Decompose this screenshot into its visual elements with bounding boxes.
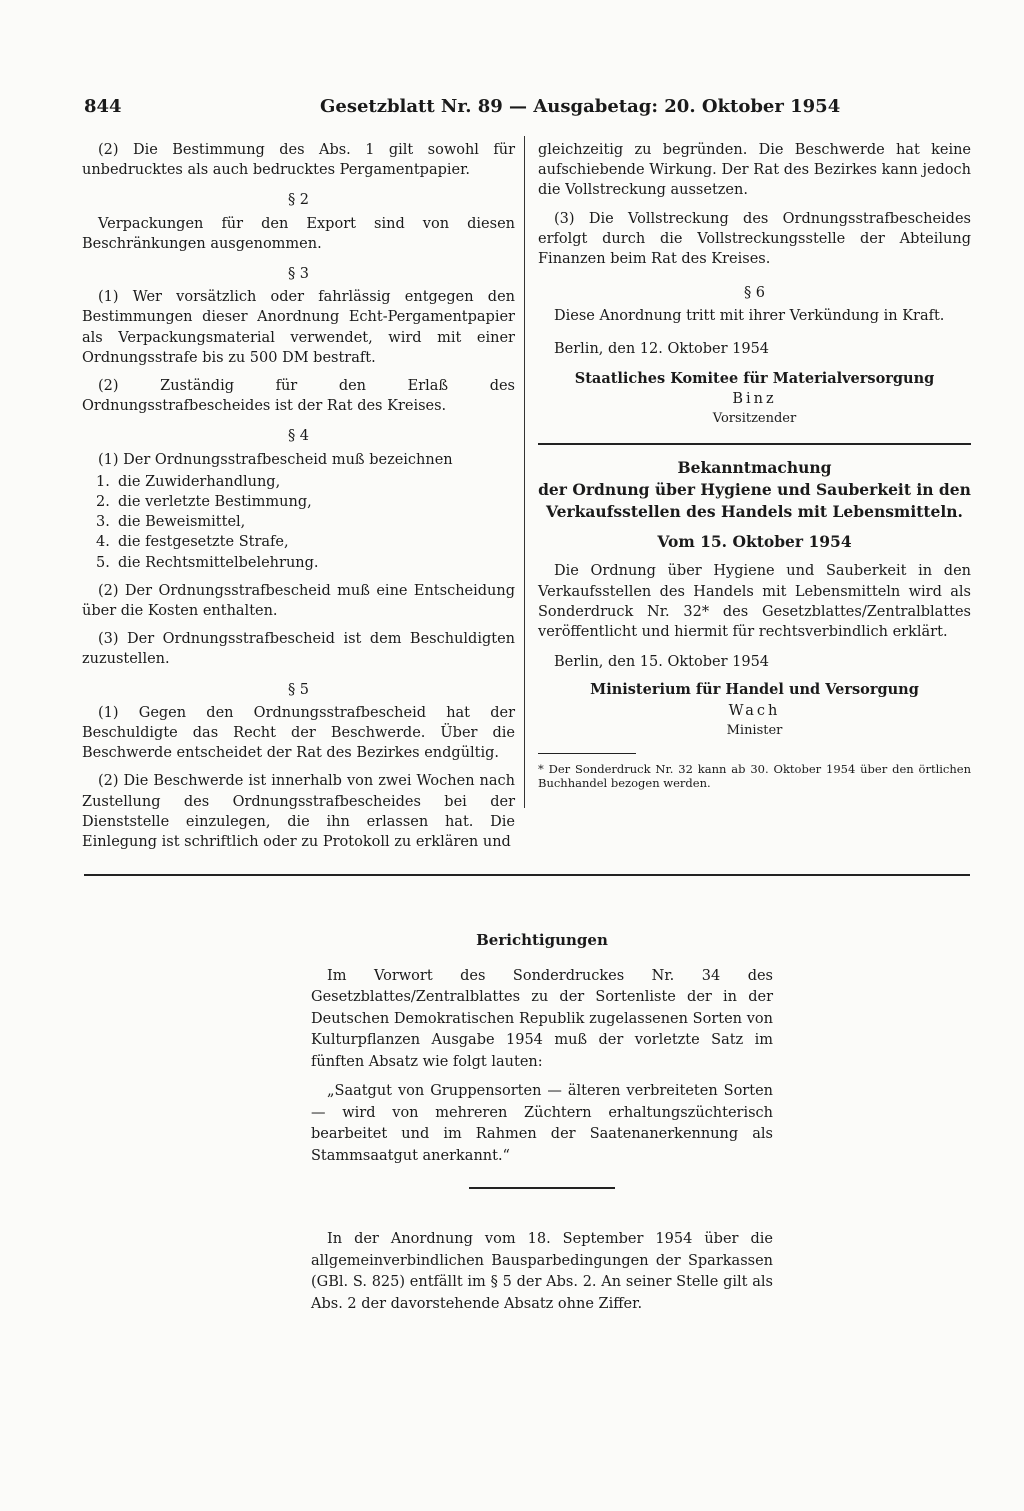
section-4-heading: § 4 — [287, 428, 310, 445]
section-6-heading: § 6 — [743, 285, 766, 302]
section-4-para-2: (2) Der Ordnungsstrafbescheid muß eine Entscheidung über die Kosten enthalten. — [82, 582, 515, 620]
section-4-para-3: (3) Der Ordnungsstrafbescheid ist dem Beschuldigten zuzustellen. — [82, 631, 515, 668]
list-item — [82, 512, 515, 532]
section-5-heading: § 5 — [287, 681, 310, 698]
list-item-text: die verletzte Bestimmung, — [118, 494, 312, 511]
list-item — [82, 553, 515, 573]
list-item — [82, 492, 515, 512]
section-3-para-1: (1) Wer vorsätzlich oder fahrlässig entgegen den Bestimmungen dieser Anordnung Echt-Pergamentpapier als Verpackungsmaterial verwendet, wird mit einer Ordnungsstrafe bis zu 500 DM bestraft. — [82, 289, 515, 366]
list-item-number: 1. — [96, 473, 110, 490]
paragraph-abs2-pergament: (2) Die Bestimmung des Abs. 1 gilt sowohl für unbedrucktes als auch bedrucktes Pergamentpapier. — [82, 142, 515, 179]
section-3-para-2: (2) Zuständig für den Erlaß des Ordnungsstrafbescheides ist der Rat des Kreises. — [82, 378, 515, 415]
announcement-title: Bekanntmachung — [677, 458, 832, 478]
role-2: Minister — [726, 722, 783, 738]
corrections-quote: „Saatgut von Gruppensorten — älteren verbreiteten Sorten — wird von mehreren Züchtern erhaltungszüchterisch bearbeitet und im Rahmen der Saatenanerkennung als Stammsaatgut anerkannt.“ — [311, 1083, 773, 1164]
signer-1: Binz — [732, 391, 777, 408]
section-4-list — [82, 472, 515, 573]
page-header — [84, 96, 970, 122]
section-2-text: Verpackungen für den Export sind von diesen Beschränkungen ausgenommen. — [82, 215, 515, 252]
page-number: 844 — [84, 96, 122, 117]
section-3-heading: § 3 — [287, 266, 310, 283]
announcement-subtitle: der Ordnung über Hygiene und Sauberkeit in den Verkaufsstellen des Handels mit Lebensmitteln. — [538, 480, 971, 522]
corrections-para-2: In der Anordnung vom 18. September 1954 über die allgemeinverbindlichen Bausparbedingungen der Sparkassen (GBl. S. 825) entfällt im § 5 der Abs. 2. An seiner Stelle gilt als Abs. 2 der davorstehende Absatz ohne Ziffer. — [311, 1231, 773, 1312]
list-item-text: die Zuwiderhandlung, — [118, 473, 281, 490]
header-title: Gesetzblatt Nr. 89 — Ausgabetag: 20. Oktober 1954 — [320, 96, 841, 117]
footnote: * Der Sonderdruck Nr. 32 kann ab 30. Oktober 1954 über den örtlichen Buchhandel bezogen werden. — [538, 762, 971, 791]
place-date-2: Berlin, den 15. Oktober 1954 — [554, 654, 770, 671]
corrections-divider — [469, 1187, 615, 1189]
place-date-1: Berlin, den 12. Oktober 1954 — [554, 340, 770, 357]
list-item-number: 3. — [96, 514, 110, 531]
section-6-text: Diese Anordnung tritt mit ihrer Verkündung in Kraft. — [554, 308, 945, 325]
list-item-number: 4. — [96, 534, 110, 551]
left-column — [82, 140, 515, 860]
authority-2: Ministerium für Handel und Versorgung — [590, 681, 919, 699]
signer-2: Wach — [728, 702, 781, 719]
continuation-text: gleichzeitig zu begründen. Die Beschwerde hat keine aufschiebende Wirkung. Der Rat des Bezirkes kann jedoch die Vollstreckung aussetzen. — [538, 142, 971, 199]
list-item-text: die festgesetzte Strafe, — [118, 534, 289, 551]
announcement-text: Die Ordnung über Hygiene und Sauberkeit in den Verkaufsstellen des Handels mit Lebensmitteln wird als Sonderdruck Nr. 32* des Gesetzblattes/Zentralblattes veröffentlicht und hiermit für rechtsverbindlich erklärt. — [538, 563, 971, 641]
section-5-para-3: (3) Die Vollstreckung des Ordnungsstrafbescheides erfolgt durch die Vollstreckungsstelle der Abteilung Finanzen beim Rat des Kreises. — [538, 210, 971, 268]
list-item-number: 2. — [96, 494, 110, 511]
right-column — [538, 140, 971, 790]
section-5-para-1: (1) Gegen den Ordnungsstrafbescheid hat der Beschuldigte das Recht der Beschwerde. Über die Beschwerde entscheidet der Rat des Bezirkes endgültig. — [82, 704, 515, 762]
corrections-para-1: Im Vorwort des Sonderdruckes Nr. 34 des Gesetzblattes/Zentralblattes zu der Sortenliste der in der Deutschen Demokratischen Republik zugelassenen Sorten von Kulturpflanzen Ausgabe 1954 muß der vorletzte Satz im fünften Absatz wie folgt lauten: — [311, 967, 773, 1070]
section-divider — [538, 443, 971, 445]
list-item-text: die Beweismittel, — [118, 514, 246, 531]
list-item-text: die Rechtsmittelbelehrung. — [118, 554, 319, 571]
authority-1: Staatliches Komitee für Materialversorgung — [574, 369, 935, 387]
list-item — [82, 532, 515, 552]
column-divider — [524, 136, 525, 808]
list-item — [82, 472, 515, 492]
list-item-number: 5. — [96, 554, 110, 571]
role-1: Vorsitzender — [712, 411, 797, 427]
footnote-rule — [538, 753, 636, 754]
section-5-para-2: (2) Die Beschwerde ist innerhalb von zwei Wochen nach Zustellung des Ordnungsstrafbescheides bei der Dienststelle einzulegen, die ihn erlassen hat. Die Einlegung ist schriftlich oder zu Protokoll zu erklären und — [82, 773, 515, 851]
corrections-section — [311, 930, 773, 1323]
section-2-heading: § 2 — [287, 192, 310, 209]
corrections-title: Berichtigungen — [476, 931, 608, 949]
full-width-rule — [84, 874, 970, 876]
section-4-intro: (1) Der Ordnungsstrafbescheid muß bezeichnen — [98, 451, 453, 468]
announcement-date: Vom 15. Oktober 1954 — [657, 532, 852, 552]
